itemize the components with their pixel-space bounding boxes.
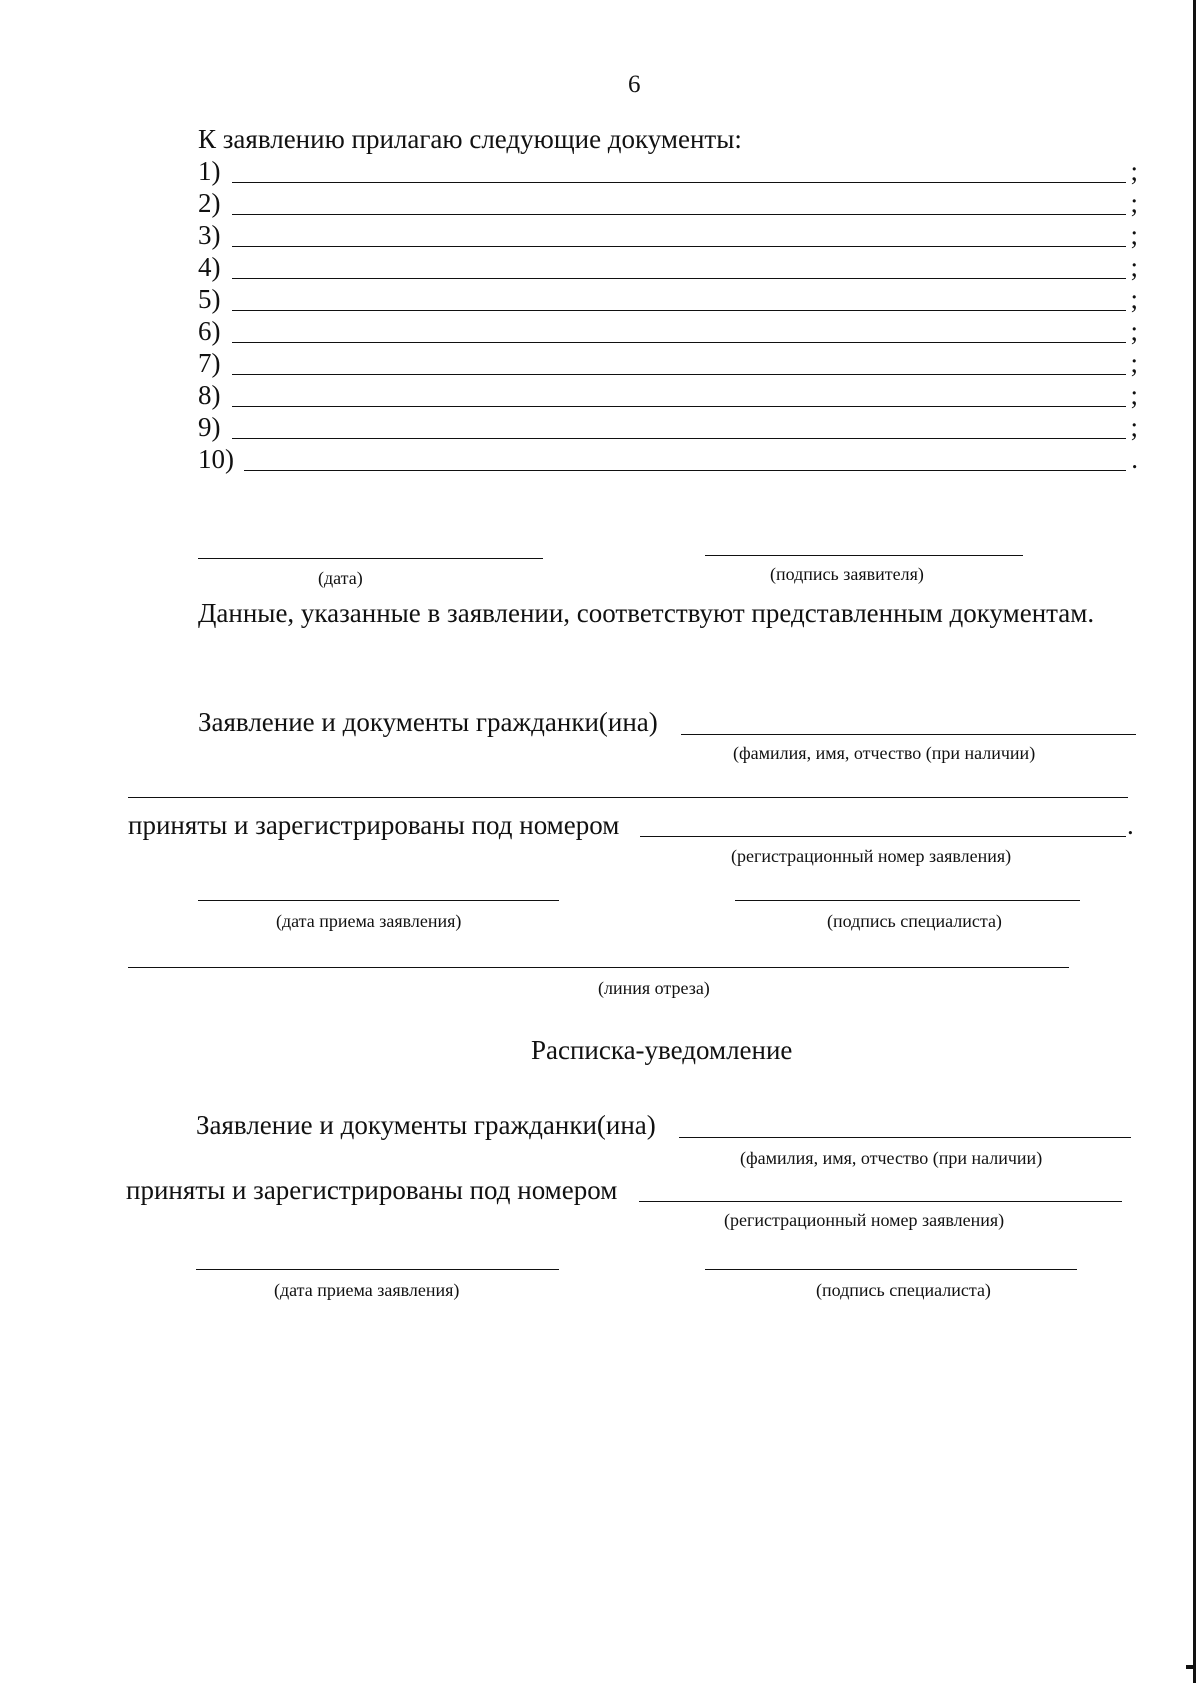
- attachment-item-number: 8): [198, 380, 221, 410]
- attachment-item-end: ;: [1130, 188, 1138, 218]
- receipt-title: Расписка-уведомление: [531, 1035, 793, 1065]
- attachment-item-number: 2): [198, 188, 221, 218]
- attachments-heading: К заявлению прилагаю следующие документы:: [198, 124, 742, 154]
- receipt-reg-number-caption: (регистрационный номер заявления): [724, 1210, 1005, 1230]
- page-edge-mark: [1186, 1665, 1194, 1669]
- cut-line-caption: (линия отреза): [598, 978, 710, 998]
- receipt-signature-line: [705, 1269, 1077, 1270]
- attachment-item: [198, 315, 1138, 347]
- attachment-item-end: ;: [1130, 220, 1138, 250]
- attachment-item: [198, 347, 1138, 379]
- attachment-item-end: ;: [1130, 316, 1138, 346]
- attachment-item-end: ;: [1130, 380, 1138, 410]
- acceptance-reg-number-caption: (регистрационный номер заявления): [731, 846, 1012, 866]
- attachment-item: [198, 155, 1138, 187]
- attachment-item-end: ;: [1130, 412, 1138, 442]
- acceptance-registered-end: .: [1127, 810, 1134, 840]
- applicant-signature-caption: (подпись заявителя): [770, 564, 924, 584]
- receipt-name-caption: (фамилия, имя, отчество (при наличии): [740, 1148, 1043, 1168]
- attachment-item-end: ;: [1130, 252, 1138, 282]
- receipt-date-line: [196, 1269, 559, 1270]
- applicant-signature-line: [705, 555, 1023, 556]
- attachment-item-number: 5): [198, 284, 221, 314]
- attachment-item-blank-line: [232, 374, 1126, 375]
- acceptance-signature-line: [735, 900, 1080, 901]
- attachment-item: [198, 443, 1138, 475]
- page-edge-border: [1193, 0, 1196, 1683]
- attachment-item-blank-line: [232, 246, 1126, 247]
- attachment-item-end: .: [1131, 444, 1138, 474]
- acceptance-reg-number-line: [640, 836, 1126, 837]
- attachment-item: [198, 379, 1138, 411]
- attachment-item: [198, 187, 1138, 219]
- attachment-item-end: ;: [1130, 348, 1138, 378]
- attachment-item: [198, 283, 1138, 315]
- acceptance-signature-caption: (подпись специалиста): [827, 911, 1002, 931]
- attachment-item-blank-line: [232, 406, 1126, 407]
- receipt-signature-caption: (подпись специалиста): [816, 1280, 991, 1300]
- acceptance-statement: Заявление и документы гражданки(ина): [198, 707, 658, 737]
- cut-line: [128, 967, 1069, 968]
- receipt-date-caption: (дата приема заявления): [274, 1280, 460, 1300]
- attachment-item-blank-line: [232, 278, 1126, 279]
- attachment-item: [198, 251, 1138, 283]
- acceptance-date-line: [198, 900, 559, 901]
- attachment-item: [198, 411, 1138, 443]
- applicant-date-line: [198, 558, 543, 559]
- receipt-name-line: [679, 1137, 1131, 1138]
- attachment-item-number: 9): [198, 412, 221, 442]
- acceptance-date-caption: (дата приема заявления): [276, 911, 462, 931]
- attachment-item-number: 1): [198, 156, 221, 186]
- attachment-item-blank-line: [232, 438, 1126, 439]
- attachment-item-number: 10): [198, 444, 234, 474]
- attachment-item-blank-line: [232, 310, 1126, 311]
- attachment-item-end: ;: [1130, 284, 1138, 314]
- applicant-date-caption: (дата): [318, 568, 363, 588]
- attachment-item-blank-line: [232, 182, 1126, 183]
- acceptance-registered-text: приняты и зарегистрированы под номером: [128, 810, 620, 840]
- acceptance-name-continuation-line: [128, 797, 1128, 798]
- attachment-item-blank-line: [232, 342, 1126, 343]
- receipt-reg-number-line: [639, 1201, 1122, 1202]
- attachment-item-blank-line: [244, 470, 1126, 471]
- receipt-statement: Заявление и документы гражданки(ина): [196, 1110, 656, 1140]
- attachment-item-number: 7): [198, 348, 221, 378]
- attachment-item-number: 3): [198, 220, 221, 250]
- attachment-item-number: 6): [198, 316, 221, 346]
- acceptance-name-line: [681, 734, 1136, 735]
- receipt-registered-text: приняты и зарегистрированы под номером: [126, 1175, 618, 1205]
- verification-statement: Данные, указанные в заявлении, соответствуют представленным документам.: [198, 598, 1095, 628]
- acceptance-name-caption: (фамилия, имя, отчество (при наличии): [733, 743, 1036, 763]
- page-number: 6: [628, 71, 641, 98]
- attachment-item-end: ;: [1130, 156, 1138, 186]
- attachment-item: [198, 219, 1138, 251]
- attachment-item-blank-line: [232, 214, 1126, 215]
- attachment-item-number: 4): [198, 252, 221, 282]
